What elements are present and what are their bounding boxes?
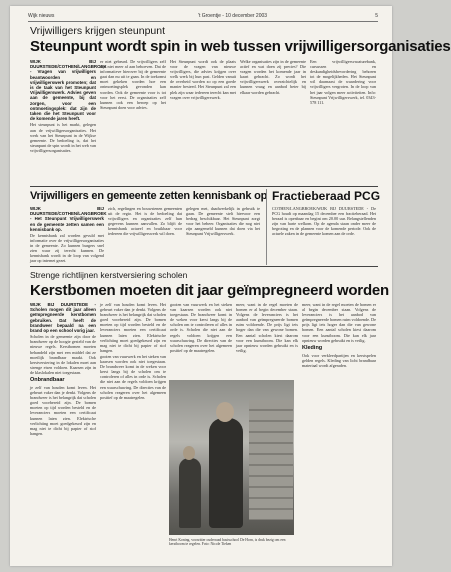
article2-col1-text: De kennisbank zal worden gevuld met informatie over de vrijwilligersorganisaties in de gemeente. Zo kunnen burgers snel zien waar zij terecht kunnen. De kennisbank wordt in de loop van volgend jaar op internet gezet.	[30, 233, 104, 264]
photo-caption: Henri Koning, voorzitter ouderraad basisschool De Horn, is druk bezig om een kerstboom te regelen. Foto: Nicole Tieken	[169, 538, 286, 547]
page-number: 5	[375, 13, 378, 19]
article1-lead: WIJK BIJ DUURSTEDE/COTHEN/LANGBROEK - Vragen van vrijwilligers beantwoorden en vrijwilligerswerk promoten; dat is de taak van het Steunpunt Vrijwilligerswerk. Advies geven aan de gemeente, bij dat zorgen, voor een ontmoetingsplek: dat zijn de taken die het Steunpunt voor de komende jaren heeft.	[30, 59, 107, 122]
article3-col1-text: Scholen in de gemeente zijn door de brandweer op de hoogte gesteld van de nieuwe regels. Kerstbomen moeten behandeld zijn met een middel dat ze moeilijk brandbaar maakt. Ook kerstversiering in de lokalen moet aan strenge eisen voldoen. Kaarsen zijn in de klaslokalen niet toegestaan.	[30, 334, 96, 375]
publication-date: 't Groentje - 10 december 2003	[198, 13, 268, 19]
sidebar-text: COTHEN/LANGBROEK/WIJK BIJ DUURSTEDE - De PCG houdt op maandag 15 december een fractieberaad. Het beraad is openbaar en begint om 20.00 uur. Belangstellenden zijn van harte welkom. Op de agenda staan onder meer de begroting en de plannen voor de komende periode. Ook de actuele zaken in de gemeente komen aan de orde.	[272, 206, 376, 237]
article2-lead: WIJK BIJ DUURSTEDE/COTHEN/LANGBROEK - Het Steunpunt Vrijwilligerswerk en de gemeente zetten samen een kennisbank op.	[30, 206, 107, 232]
article1-kicker: Vrijwilligers krijgen steunpunt	[30, 25, 166, 37]
article1-column-5	[310, 59, 376, 183]
article3-subhead-2: Kleding	[302, 344, 323, 351]
article1-col2-text: er niet gebeurd. De vrijwilligers zelf zijn niet meer af aan behoeven. Dat de informatieve hierover bij de gemeente gaat dan nu uit te gaan. In de toekomst moet gekeken worden hoe een ontmoetingsplek gevonden kan worden. Ook de gemeente voor is tot voor het eerst. De organisaties zelf kunnen ook een beroep op het Steunpunt doen voor advies.	[100, 59, 166, 110]
article3-column-2	[100, 302, 166, 558]
photo-person-background	[179, 458, 201, 528]
article1-column-3	[170, 59, 236, 183]
article1-column-1	[30, 59, 107, 183]
article3-col4-text: meer, want in de regel moeten de bomen er al begin december staan. Volgens de leveranciers is het aanbod van geïmpregneerde bomen ruim voldoende. De prijs ligt iets hoger dan die van gewone bomen. Een aantal scholen kiest daarom voor een kunstboom. Die kan elk jaar opnieuw worden gebruikt en is veilig.	[302, 302, 376, 343]
article1-col4-text: Welke organisaties zijn in de gemeente actief en wat doen zij precies? Die vragen worden het komende jaar in kaart gebracht. Zo wordt het vrijwilligerswerk overzichtelijk en kunnen vraag en aanbod beter bij elkaar worden gebracht.	[240, 59, 306, 95]
article2-column-1	[30, 206, 107, 264]
news-photo	[169, 380, 294, 535]
article1-col3-text: Het Steunpunt wordt ook de plaats voor de vragen van nieuwe vrijwilligers, die advies krijgen over welk werk bij hun past. Gelden vanuit de overheid worden zo op een goede manier besteed. Het Steunpunt zal een plek zijn waar iedereen terecht kan met vragen over vrijwilligerswerk.	[170, 59, 236, 100]
photo-person-foreground-head	[216, 402, 234, 422]
article3-lead: WIJK BIJ DUURSTEDE - Scholen mogen dit jaar alleen geïmpregneerde kerstbomen gebruiken. Dat heeft de brandweer bepaald na een brand op een school vorig jaar.	[30, 302, 96, 334]
article1-headline: Steunpunt wordt spin in web tussen vrijwilligersorganisaties	[30, 38, 451, 55]
article3-headline: Kerstbomen moeten dit jaar geïmpregneerd worden	[30, 282, 390, 299]
article2-col3-text: gelegen met, daadwerkelijk in gebruik te gaan. De gemeente stelt hiervoor een bedrag beschikbaar. Het Steunpunt zorgt voor het beheer. Organisaties die nog niet zijn aangemeld kunnen dat doen via het Steunpunt Vrijwilligerswerk.	[186, 206, 260, 237]
article3-column-3b	[236, 302, 298, 378]
section-label: Wijk nieuws	[28, 13, 55, 19]
section-divider	[30, 186, 378, 187]
article3-column-4	[302, 302, 376, 558]
article2-col2-text: zich, regelingen en bouwstenen gemeenten uit de regio. Het is de bedoeling dat vrijwilligers en organisaties zelf hun gegevens kunnen aanvullen. Zo blijft de kennisbank actueel en bruikbaar voor iedereen die vrijwilligerswerk wil doen.	[108, 206, 182, 237]
article3-column-1	[30, 302, 96, 558]
article1-col5-text: Een vrijwilligersvacaturebank, cursussen en deskundigheidsbevordering behoren tot de mogelijkheden. Het Steunpunt wil daarnaast de waardering voor vrijwilligers vergroten. In de loop van het jaar volgen meer activiteiten. Info: Steunpunt Vrijwilligerswerk, tel. 0343-578 111.	[310, 59, 376, 105]
page-header	[28, 12, 378, 22]
article3-col3b-text: meer, want in de regel moeten de bomen er al begin december staan. Volgens de leveranciers is het aanbod van geïmpregneerde bomen ruim voldoende. De prijs ligt iets hoger dan die van gewone bomen. Een aantal scholen kiest daarom voor een kunstboom. Die kan elk jaar opnieuw worden gebruikt en is veilig.	[236, 302, 298, 353]
article3-col4b-text: Ook voor verkleedpartijen en kerstspelen gelden regels. Kleding van licht brandbaar materiaal wordt afgeraden.	[302, 352, 376, 368]
article2-column-3	[186, 206, 260, 262]
article2-headline: Vrijwilligers en gemeente zetten kennisbank op	[30, 190, 268, 202]
article2-column-2	[108, 206, 182, 262]
sidebar-divider	[266, 189, 267, 265]
article3-col2-text-b: gooien van vuurwerk en het steken van kaarsen worden ook niet toegestaan. De brandweer komt in de weken voor kerst langs bij de scholen om te controleren of alles in orde is. Scholen die niet aan de regels voldoen krijgen een waarschuwing. De directies van de scholen reageren over het algemeen positief op de maatregelen.	[100, 353, 166, 400]
article3-subhead: Onbrandbaar	[30, 376, 65, 383]
photo-background-shelf	[249, 400, 293, 520]
sidebar-headline: Fractieberaad PCG	[272, 189, 381, 203]
article3-kicker: Strenge richtlijnen kerstversiering scholen	[30, 270, 188, 280]
photo-person-foreground	[209, 418, 243, 528]
article1-column-2	[100, 59, 166, 183]
article3-col2-text: je zelf van houden komt leven. Het gebeurt vaker dan je denkt. Volgens de brandweer is het belangrijk dat scholen goed voorbereid zijn. De bomen moeten op tijd worden besteld en de leveranciers moeten een certificaat kunnen laten zien. Elektrische verlichting moet goedgekeurd zijn en mag niet te dicht bij papier of stof hangen.	[100, 302, 166, 353]
photo-person-background-head	[183, 446, 195, 460]
sidebar-text-block	[272, 206, 376, 262]
article3-column-3	[170, 302, 232, 378]
article3-col1-text-repeat: je zelf van houden komt leven. Het gebeurt vaker dan je denkt. Volgens de brandweer is het belangrijk dat scholen goed voorbereid zijn. De bomen moeten op tijd worden besteld en de leveranciers moeten een certificaat kunnen laten zien. Elektrische verlichting moet goedgekeurd zijn en mag niet te dicht bij papier of stof hangen.	[30, 384, 96, 436]
section-divider-2	[30, 266, 378, 267]
article1-col1-text: Het steunpunt is het markt, gelegen aan de vrijwilligersorganisaties. Het werk van het Steunpunt in de Wijkse gemeente. De bedoeling is, dat het steunpunt de spin wordt in het web van vrijwilligersorganisaties.	[30, 122, 96, 153]
article1-column-4	[240, 59, 306, 183]
newspaper-page	[10, 6, 451, 566]
article3-col3-text: gooien van vuurwerk en het steken van kaarsen worden ook niet toegestaan. De brandweer komt in de weken voor kerst langs bij de scholen om te controleren of alles in orde is. Scholen die niet aan de regels voldoen krijgen een waarschuwing. De directies van de scholen reageren over het algemeen positief op de maatregelen.	[170, 302, 232, 353]
